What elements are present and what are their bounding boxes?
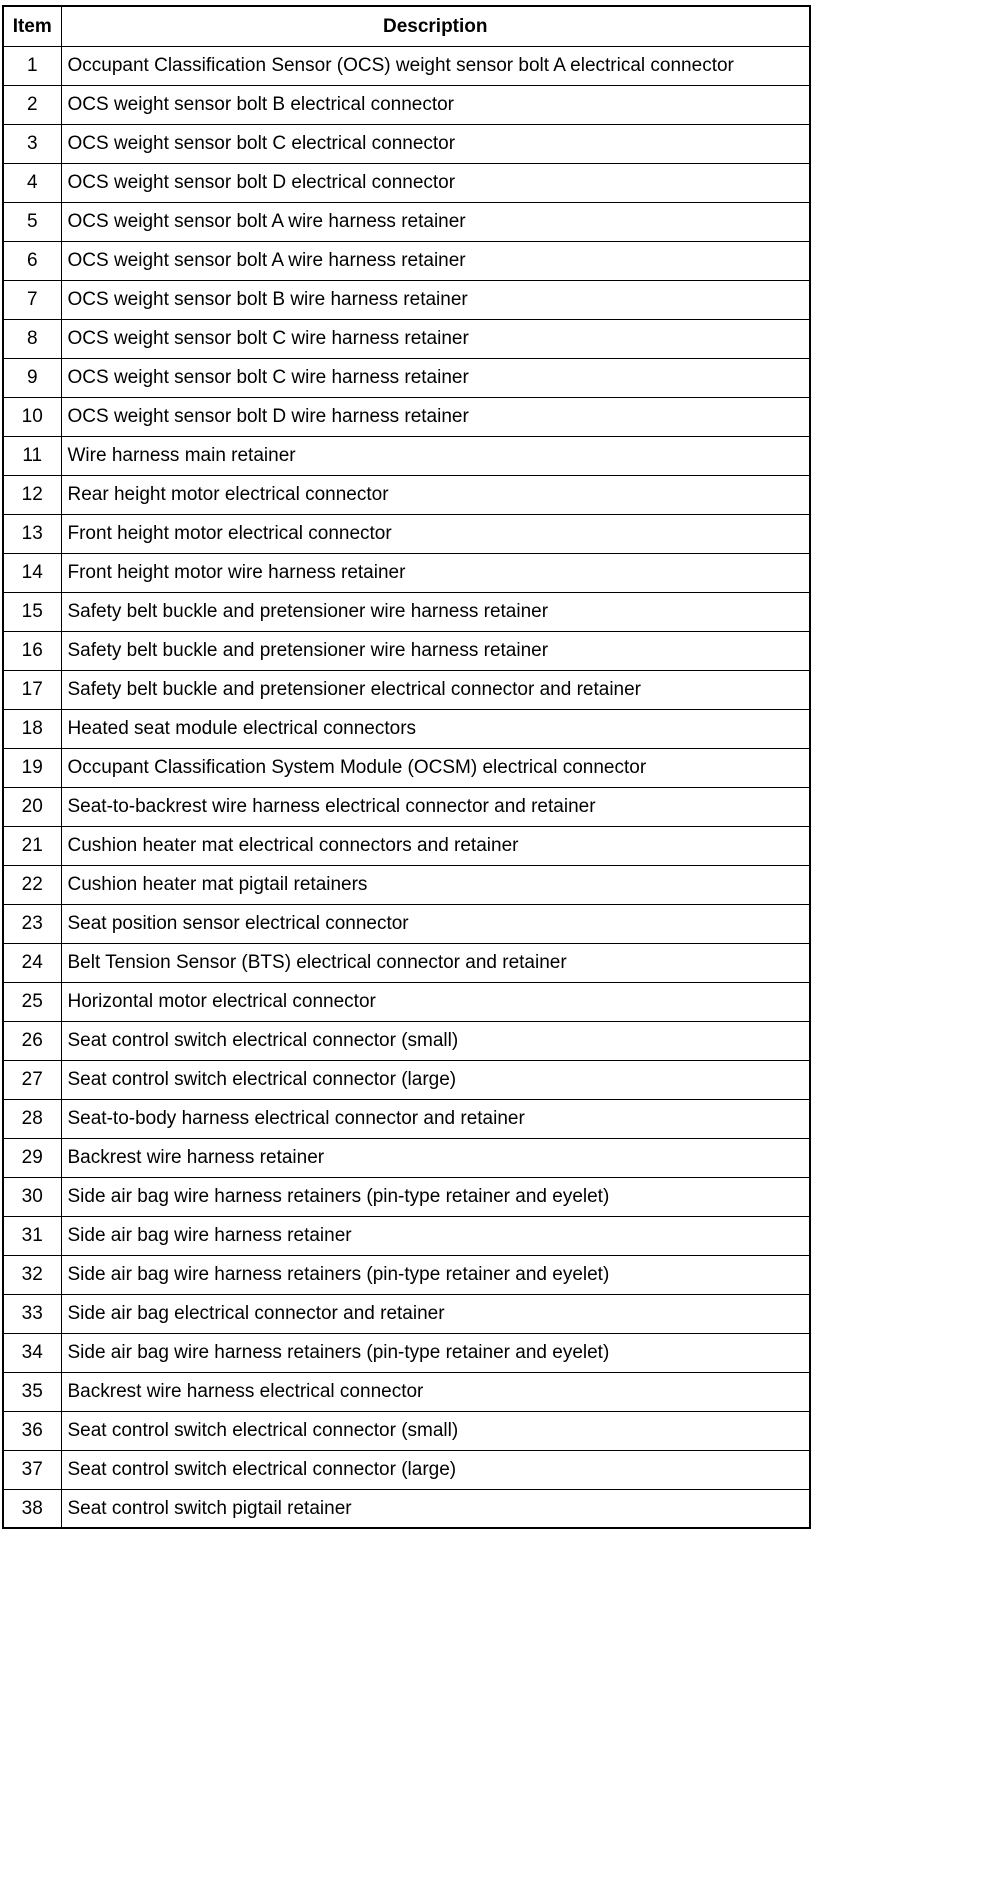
table-row	[3, 1060, 810, 1099]
table-row	[3, 202, 810, 241]
table-row	[3, 1255, 810, 1294]
table-row	[3, 670, 810, 709]
table-row	[3, 397, 810, 436]
item-description: OCS weight sensor bolt A wire harness retainer	[61, 202, 810, 241]
item-description: Seat-to-backrest wire harness electrical connector and retainer	[61, 787, 810, 826]
item-number: 30	[3, 1177, 61, 1216]
item-number: 2	[3, 85, 61, 124]
header-description: Description	[61, 6, 810, 46]
table-body	[3, 46, 810, 1528]
item-description: Backrest wire harness electrical connector	[61, 1372, 810, 1411]
table-row	[3, 85, 810, 124]
table-row	[3, 1177, 810, 1216]
table-row	[3, 1489, 810, 1528]
table-row	[3, 163, 810, 202]
item-number: 3	[3, 124, 61, 163]
parts-table	[2, 5, 811, 1529]
table-row	[3, 982, 810, 1021]
header-item: Item	[3, 6, 61, 46]
item-number: 6	[3, 241, 61, 280]
table-row	[3, 1099, 810, 1138]
item-description: Seat control switch electrical connector (small)	[61, 1411, 810, 1450]
table-row	[3, 1294, 810, 1333]
table-row	[3, 1450, 810, 1489]
table-row	[3, 514, 810, 553]
header-row	[3, 6, 810, 46]
table-row	[3, 280, 810, 319]
item-number: 12	[3, 475, 61, 514]
table-row	[3, 1138, 810, 1177]
item-description: Side air bag wire harness retainers (pin-type retainer and eyelet)	[61, 1177, 810, 1216]
item-description: Safety belt buckle and pretensioner wire harness retainer	[61, 631, 810, 670]
item-description: Wire harness main retainer	[61, 436, 810, 475]
item-description: OCS weight sensor bolt A wire harness retainer	[61, 241, 810, 280]
item-description: Occupant Classification Sensor (OCS) weight sensor bolt A electrical connector	[61, 46, 810, 85]
item-number: 38	[3, 1489, 61, 1528]
item-description: Safety belt buckle and pretensioner wire harness retainer	[61, 592, 810, 631]
item-number: 16	[3, 631, 61, 670]
item-description: Front height motor electrical connector	[61, 514, 810, 553]
item-description: Front height motor wire harness retainer	[61, 553, 810, 592]
item-number: 35	[3, 1372, 61, 1411]
table-row	[3, 1021, 810, 1060]
table-row	[3, 553, 810, 592]
table-row	[3, 904, 810, 943]
table-row	[3, 631, 810, 670]
item-description: Side air bag electrical connector and retainer	[61, 1294, 810, 1333]
item-number: 24	[3, 943, 61, 982]
item-description: OCS weight sensor bolt C wire harness retainer	[61, 358, 810, 397]
item-description: OCS weight sensor bolt C wire harness retainer	[61, 319, 810, 358]
item-description: Occupant Classification System Module (OCSM) electrical connector	[61, 748, 810, 787]
item-description: OCS weight sensor bolt D electrical connector	[61, 163, 810, 202]
table-row	[3, 46, 810, 85]
table-row	[3, 1216, 810, 1255]
item-description: Seat control switch electrical connector (large)	[61, 1450, 810, 1489]
table-row	[3, 748, 810, 787]
item-description: OCS weight sensor bolt B wire harness retainer	[61, 280, 810, 319]
item-description: Belt Tension Sensor (BTS) electrical connector and retainer	[61, 943, 810, 982]
item-number: 27	[3, 1060, 61, 1099]
item-description: Horizontal motor electrical connector	[61, 982, 810, 1021]
table-row	[3, 1333, 810, 1372]
item-description: Seat control switch electrical connector (large)	[61, 1060, 810, 1099]
item-number: 34	[3, 1333, 61, 1372]
item-number: 22	[3, 865, 61, 904]
item-description: OCS weight sensor bolt B electrical connector	[61, 85, 810, 124]
table-row	[3, 787, 810, 826]
item-number: 32	[3, 1255, 61, 1294]
item-description: Heated seat module electrical connectors	[61, 709, 810, 748]
item-number: 8	[3, 319, 61, 358]
item-description: Safety belt buckle and pretensioner electrical connector and retainer	[61, 670, 810, 709]
table-row	[3, 826, 810, 865]
item-description: Rear height motor electrical connector	[61, 475, 810, 514]
item-number: 10	[3, 397, 61, 436]
item-description: Cushion heater mat electrical connectors and retainer	[61, 826, 810, 865]
table-row	[3, 358, 810, 397]
item-number: 33	[3, 1294, 61, 1333]
table-row	[3, 475, 810, 514]
item-number: 29	[3, 1138, 61, 1177]
parts-table-container	[2, 5, 809, 1529]
item-number: 5	[3, 202, 61, 241]
table-row	[3, 1372, 810, 1411]
item-number: 11	[3, 436, 61, 475]
item-number: 21	[3, 826, 61, 865]
item-number: 13	[3, 514, 61, 553]
table-row	[3, 319, 810, 358]
item-description: Side air bag wire harness retainers (pin-type retainer and eyelet)	[61, 1255, 810, 1294]
table-row	[3, 943, 810, 982]
item-number: 1	[3, 46, 61, 85]
item-number: 31	[3, 1216, 61, 1255]
item-number: 37	[3, 1450, 61, 1489]
item-description: Side air bag wire harness retainers (pin-type retainer and eyelet)	[61, 1333, 810, 1372]
item-number: 9	[3, 358, 61, 397]
item-number: 15	[3, 592, 61, 631]
item-number: 18	[3, 709, 61, 748]
table-header	[3, 6, 810, 46]
item-number: 36	[3, 1411, 61, 1450]
item-description: OCS weight sensor bolt D wire harness retainer	[61, 397, 810, 436]
item-description: OCS weight sensor bolt C electrical connector	[61, 124, 810, 163]
table-row	[3, 241, 810, 280]
table-row	[3, 865, 810, 904]
item-number: 17	[3, 670, 61, 709]
item-number: 14	[3, 553, 61, 592]
item-number: 23	[3, 904, 61, 943]
item-number: 28	[3, 1099, 61, 1138]
table-row	[3, 709, 810, 748]
item-number: 20	[3, 787, 61, 826]
item-number: 4	[3, 163, 61, 202]
item-number: 26	[3, 1021, 61, 1060]
item-description: Seat control switch pigtail retainer	[61, 1489, 810, 1528]
item-number: 25	[3, 982, 61, 1021]
item-description: Seat control switch electrical connector (small)	[61, 1021, 810, 1060]
item-description: Side air bag wire harness retainer	[61, 1216, 810, 1255]
item-description: Cushion heater mat pigtail retainers	[61, 865, 810, 904]
item-description: Seat-to-body harness electrical connector and retainer	[61, 1099, 810, 1138]
item-number: 7	[3, 280, 61, 319]
table-row	[3, 436, 810, 475]
item-description: Seat position sensor electrical connector	[61, 904, 810, 943]
table-row	[3, 592, 810, 631]
table-row	[3, 1411, 810, 1450]
item-number: 19	[3, 748, 61, 787]
item-description: Backrest wire harness retainer	[61, 1138, 810, 1177]
table-row	[3, 124, 810, 163]
